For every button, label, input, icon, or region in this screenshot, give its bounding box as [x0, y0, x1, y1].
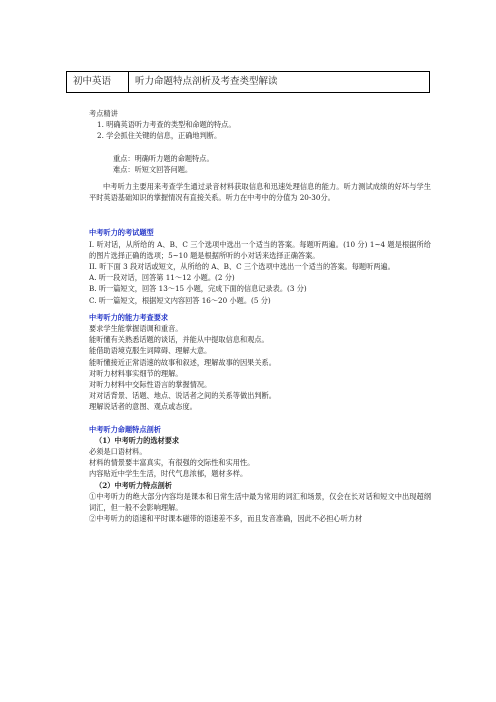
ability-line: 对对话背景、话题、地点、说话者之间的关系等做出判断。 — [89, 391, 276, 401]
material-line: 内容贴近中学生生活，时代气息浓郁，题材多样。 — [89, 469, 248, 479]
key-point: 重点：明确听力题的命题特点。 — [113, 153, 214, 163]
ability-line: 对听力材料事实细节的理解。 — [89, 368, 183, 378]
question-subitem-c: C. 听一篇短文，根据短文内容回答 16～20 小题。(5 分) — [89, 295, 271, 305]
document-title: 听力命题特点剖析及考查类型解读 — [135, 76, 278, 87]
ability-line: 能听懂接近正常语速的故事和叙述，理解故事的因果关系。 — [89, 357, 276, 367]
document-body — [89, 108, 431, 525]
section-heading-question-types: 中考听力的考试题型 — [89, 228, 154, 238]
subsection-title-material: （1）中考听力的选材要求 — [95, 435, 180, 445]
intro-label: 考点精讲 — [89, 109, 118, 118]
question-subitem-b: B. 听一篇短文，回答 13～15 小题，完成下面的信息记录表。(3 分) — [89, 284, 307, 294]
ability-line: 要求学生能掌握语调和重音。 — [89, 324, 183, 334]
difficulty-point: 难点：听短文回答问题。 — [113, 164, 193, 174]
feature-paragraph-1: ①中考听力的绝大部分内容均是课本和日常生活中最为常用的词汇和场景，仅会在长对话和短文中出现超纲词汇，但一般不会影响理解。 — [89, 491, 431, 513]
subsection-title-features: （2）中考听力特点剖析 — [95, 480, 172, 490]
material-line: 材料的情景要丰富真实，有很强的交际性和实用性。 — [89, 458, 255, 468]
ability-line: 能借助语境克服生词障碍、理解大意。 — [89, 346, 212, 356]
feature-paragraph-2: ②中考听力的语速和平时课本磁带的语速差不多，而且发音准确，因此不必担心听力材 — [89, 514, 363, 524]
ability-line: 能听懂有关熟悉话题的谈话，并能从中提取信息和观点。 — [89, 335, 269, 345]
subject-cell: 初中英语 — [67, 72, 129, 92]
section-heading-ability: 中考听力的能力考查要求 — [89, 312, 169, 322]
question-type-2: II. 听下面 3 段对话或短文，从所给的 A、B、C 三个选项中选出一个适当的答案。每题听两遍。 — [89, 262, 395, 272]
intro-point-1: 1. 明确英语听力考查的类型和命题的特点。 — [97, 120, 236, 130]
intro-point-2: 2. 学会抓住关键的信息，正确地判断。 — [97, 131, 222, 141]
section-heading-features: 中考听力命题特点剖析 — [89, 424, 161, 434]
question-subitem-a: A. 听一段对话，回答第 11～12 小题。(2 分) — [89, 273, 235, 283]
material-line: 必须是口语材料。 — [89, 447, 147, 457]
intro-paragraph: 中考听力主要用来考查学生通过录音材料获取信息和迅速处理信息的能力。听力测试成绩的好坏与学生平时英语基础知识的掌握情况有直接关系。听力在中考中的分值为 20-30分。 — [89, 182, 431, 203]
ability-line: 对听力材料中交际性语言的掌握情况。 — [89, 380, 212, 390]
question-type-1: I. 听对话，从所给的 A、B、C 三个选项中选出一个适当的答案。每题听两遍。(10 分) 1~4 题是根据所给的图片选择正确的选项；5~10 题是根据所听的小对话来选择正确答案。 — [89, 239, 431, 260]
ability-line: 理解说话者的意图、观点或态度。 — [89, 402, 197, 412]
header-table — [66, 71, 430, 93]
